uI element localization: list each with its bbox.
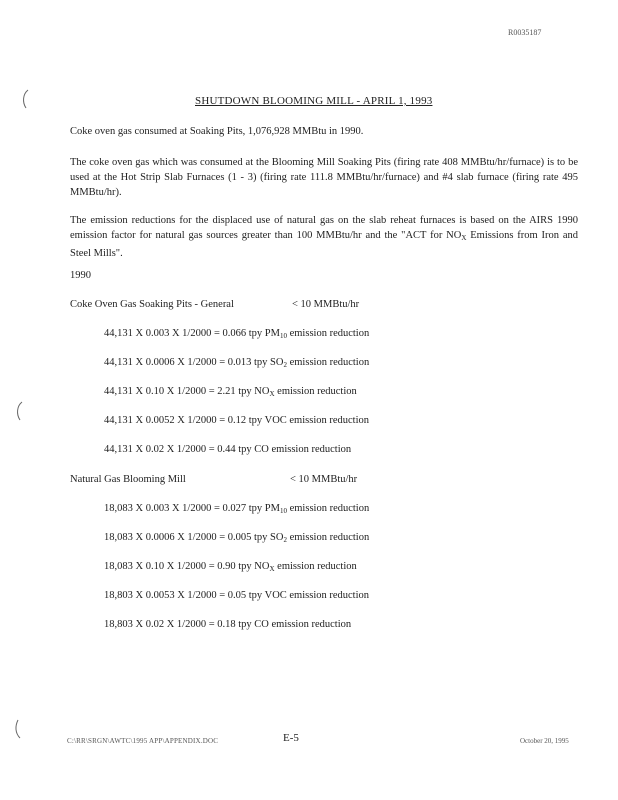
equation-text: emission reduction: [274, 386, 357, 397]
equation-text: emission reduction: [286, 532, 370, 543]
margin-mark: [12, 718, 22, 740]
equation-text: 44,131 X 0.10 X 1/2000 = 2.21 tpy NO: [104, 386, 270, 397]
equation-text: 44,131 X 0.02 X 1/2000 = 0.44 tpy CO emission reduction: [104, 444, 352, 455]
equation-line: [104, 503, 369, 515]
equation-text: emission reduction: [274, 561, 357, 572]
section-rate: < 10 MMBtu/hr: [290, 474, 358, 485]
equation-text: 18,803 X 0.0053 X 1/2000 = 0.05 tpy VOC emission reduction: [104, 590, 370, 601]
equation-line: [104, 357, 369, 369]
equation-line: [104, 386, 357, 398]
document-id: R0035187: [508, 28, 542, 37]
subscript: 2: [283, 536, 287, 544]
subscript: X: [269, 390, 275, 398]
equation-text: 18,083 X 0.003 X 1/2000 = 0.027 tpy PM: [104, 503, 280, 514]
equation-line: [104, 328, 369, 340]
equation-text: 44,131 X 0.003 X 1/2000 = 0.066 tpy PM: [104, 328, 280, 339]
footer-file-path: C:\RR\SRGN\AWTC\1995 APP\APPENDIX.DOC: [67, 737, 219, 745]
equation-line: [104, 415, 369, 426]
footer-date: October 20, 1995: [520, 737, 569, 745]
equation-text: 44,131 X 0.0052 X 1/2000 = 0.12 tpy VOC emission reduction: [104, 415, 370, 426]
section-label: Natural Gas Blooming Mill: [70, 474, 186, 485]
paragraph-gas-reuse: The coke oven gas which was consumed at the Blooming Mill Soaking Pits (firing rate 408 MMBtu/hr/furnace) is to be used at the Hot Strip Slab Furnaces (1 - 3) (firing rate 111.8 MMBtu/hr/furnace) and #4 slab furnace (firing rate 495 MMBtu/hr).: [70, 157, 578, 198]
equation-text: 44,131 X 0.0006 X 1/2000 = 0.013 tpy SO: [104, 357, 284, 368]
subscript: 10: [279, 332, 287, 340]
section-rate: < 10 MMBtu/hr: [292, 299, 360, 310]
paragraph-text: Emissions from Iron and Steel Mills".: [70, 230, 578, 259]
year-heading: 1990: [70, 270, 91, 281]
equation-line: [104, 590, 369, 601]
paragraph-text: The emission reductions for the displaced use of natural gas on the slab reheat furnaces is based on the AIRS 1990 emission factor for natural gas sources greater than 100 MMBtu/hr and the "ACT for NO: [70, 215, 578, 241]
equation-text: 18,803 X 0.02 X 1/2000 = 0.18 tpy CO emission reduction: [104, 619, 352, 630]
equation-text: emission reduction: [286, 357, 370, 368]
section-heading-coke-oven: [70, 299, 234, 310]
section-label: Coke Oven Gas Soaking Pits - General: [70, 299, 234, 310]
equation-line: [104, 532, 369, 544]
margin-mark: [20, 88, 30, 110]
equation-line: [104, 561, 357, 573]
page-number: E-5: [283, 732, 299, 744]
subscript: X: [461, 234, 467, 242]
paragraph-emission-basis: [70, 213, 578, 261]
equation-line: [104, 444, 351, 455]
subscript: 10: [279, 507, 287, 515]
subscript: X: [269, 565, 275, 573]
equation-line: [104, 619, 351, 630]
subscript: 2: [283, 361, 287, 369]
equation-text: 18,083 X 0.10 X 1/2000 = 0.90 tpy NO: [104, 561, 270, 572]
section-heading-natural-gas: [70, 474, 186, 485]
margin-mark: [14, 400, 24, 422]
equation-text: 18,083 X 0.0006 X 1/2000 = 0.005 tpy SO: [104, 532, 284, 543]
page-title: SHUTDOWN BLOOMING MILL - APRIL 1, 1993: [195, 95, 433, 107]
paragraph-coke-oven-consumption: Coke oven gas consumed at Soaking Pits, 1,076,928 MMBtu in 1990.: [70, 126, 364, 137]
equation-text: emission reduction: [286, 503, 370, 514]
equation-text: emission reduction: [286, 328, 370, 339]
